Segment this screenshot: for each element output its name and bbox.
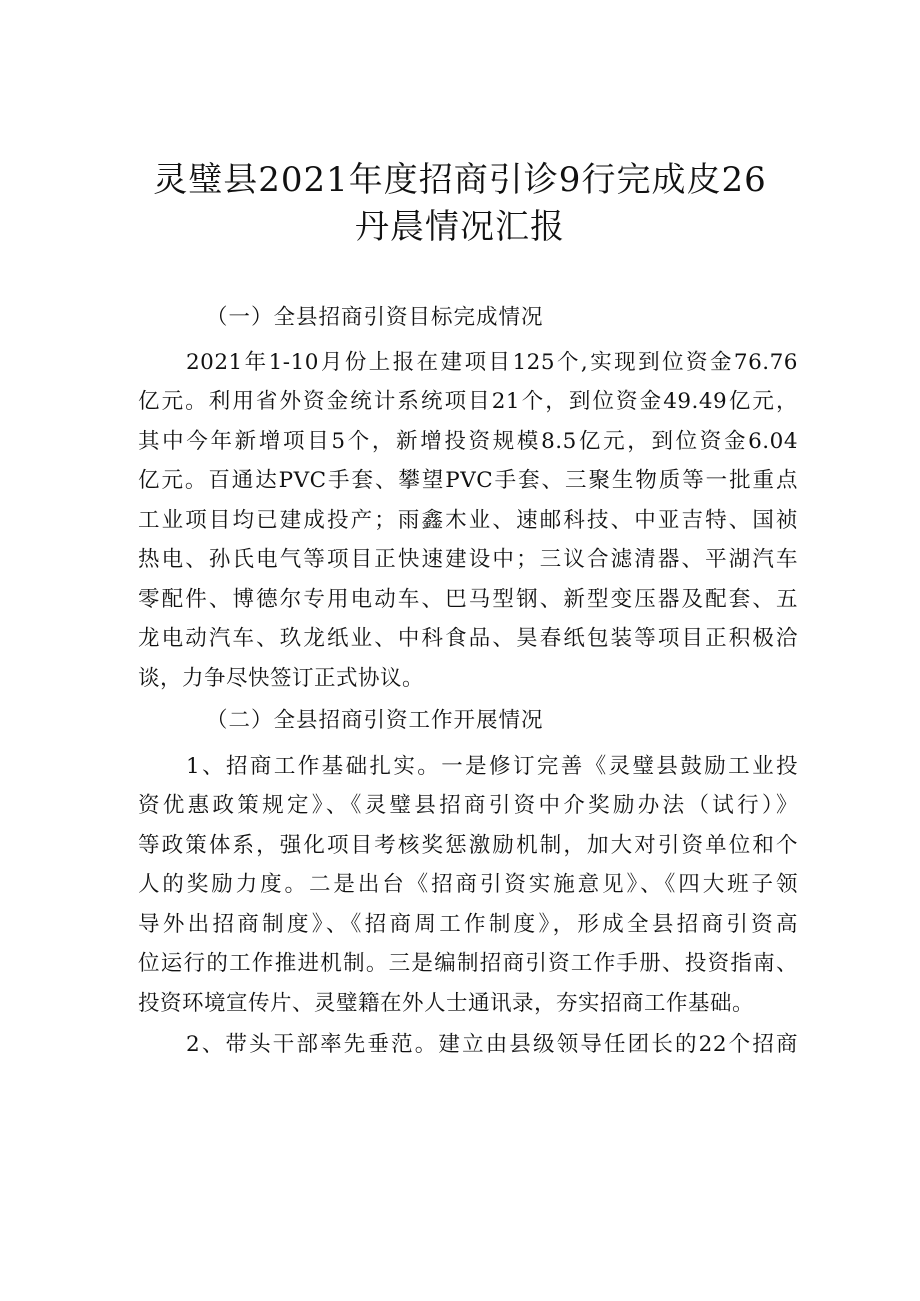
section-1-heading: （一）全县招商引资目标完成情况: [206, 305, 544, 330]
paragraph-line: 亿元。百通达PVC手套、攀望PVC手套、三聚生物质等一批重点: [138, 468, 798, 493]
paragraph-line: 零配件、博德尔专用电动车、巴马型钢、新型变压器及配套、五: [138, 587, 798, 612]
paragraph-line: 2、带头干部率先垂范。建立由县级领导任团长的22个招商: [186, 1032, 798, 1057]
paragraph-line: 1、招商工作基础扎实。一是修订完善《灵璧县鼓励工业投: [186, 754, 798, 779]
paragraph-line: 亿元。利用省外资金统计系统项目21个，到位资金49.49亿元，: [138, 389, 798, 414]
paragraph-line: 热电、孙氏电气等项目正快速建设中；三议合滤清器、平湖汽车: [138, 547, 798, 572]
paragraph-line: 2021年1-10月份上报在建项目125个,实现到位资金76.76: [186, 350, 798, 375]
paragraph-line: 等政策体系，强化项目考核奖惩激励机制，加大对引资单位和个: [138, 833, 798, 858]
paragraph-line: 资优惠政策规定》、《灵璧县招商引资中介奖励办法（试行）》: [138, 793, 798, 818]
document-title-line-2: 丹晨情况汇报: [355, 207, 565, 247]
paragraph-line: 其中今年新增项目5个，新增投资规模8.5亿元，到位资金6.04: [138, 429, 798, 454]
paragraph-line: 工业项目均已建成投产；雨鑫木业、速邮科技、中亚吉特、国祯: [138, 508, 798, 533]
document-title-line-1: 灵璧县2021年度招商引诊9行完成皮26: [153, 160, 767, 200]
paragraph-line: 谈，力争尽快签订正式协议。: [138, 666, 425, 691]
paragraph-line: 导外出招商制度》、《招商周工作制度》，形成全县招商引资高: [138, 912, 798, 937]
paragraph-line: 人的奖励力度。二是出台《招商引资实施意见》、《四大班子领: [138, 872, 798, 897]
paragraph-line: 位运行的工作推进机制。三是编制招商引资工作手册、投资指南、: [138, 951, 798, 976]
paragraph-line: 龙电动汽车、玖龙纸业、中科食品、昊春纸包装等项目正积极洽: [138, 626, 798, 651]
paragraph-line: 投资环境宣传片、灵璧籍在外人士通讯录，夯实招商工作基础。: [138, 991, 755, 1016]
section-2-heading: （二）全县招商引资工作开展情况: [206, 708, 544, 733]
